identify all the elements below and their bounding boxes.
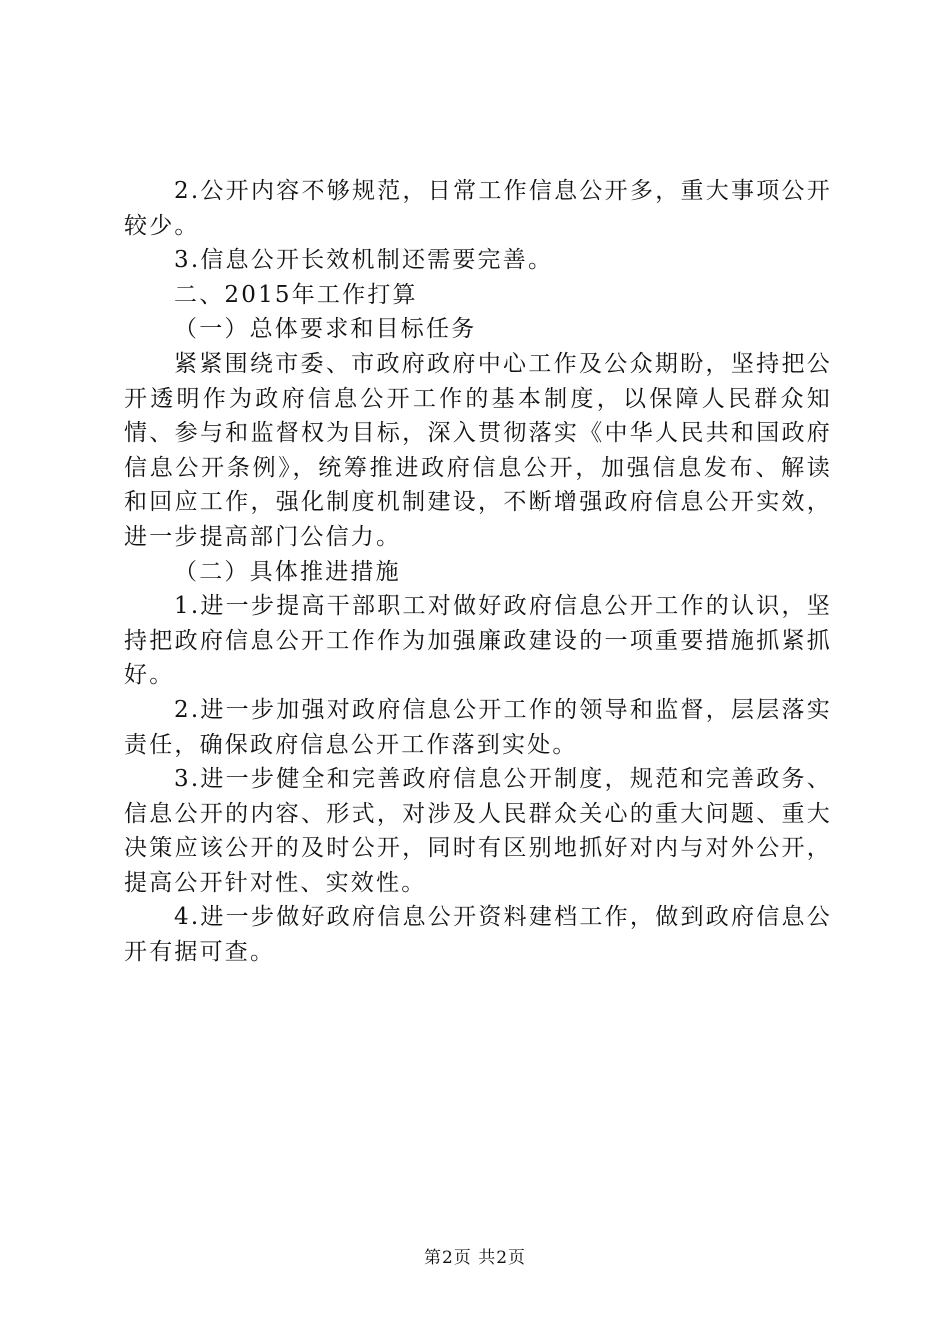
paragraph-measure-3: 3.进一步健全和完善政府信息公开制度，规范和完善政务、信息公开的内容、形式，对涉及人民群众关心的重大问题、重大决策应该公开的及时公开，同时有区别地抓好对内与对外公开，提高公开针对性、实效性。 xyxy=(124,766,832,896)
paragraph-issue-2: 2.公开内容不够规范，日常工作信息公开多，重大事项公开较少。 xyxy=(124,178,832,239)
paragraph-overall-goals: 紧紧围绕市委、市政府政府中心工作及公众期盼，坚持把公开透明作为政府信息公开工作的基本制度，以保障人民群众知情、参与和监督权为目标，深入贯彻落实《中华人民共和国政府信息公开条例》，统筹推进政府信息公开，加强信息发布、解读和回应工作，强化制度机制建设，不断增强政府信息公开实效，进一步提高部门公信力。 xyxy=(124,350,832,550)
paragraph-measure-1: 1.进一步提高干部职工对做好政府信息公开工作的认识，坚持把政府信息公开工作作为加强廉政建设的一项重要措施抓紧抓好。 xyxy=(124,593,832,689)
page-footer: 第2页 共2页 xyxy=(423,1248,527,1268)
paragraph-measure-4: 4.进一步做好政府信息公开资料建档工作，做到政府信息公开有据可查。 xyxy=(124,904,832,966)
paragraph-issue-3: 3.信息公开长效机制还需要完善。 xyxy=(174,247,554,274)
paragraph-measure-2: 2.进一步加强对政府信息公开工作的领导和监督，层层落实责任，确保政府信息公开工作落到实处。 xyxy=(124,696,832,758)
section-heading-2015-plan: 二、2015年工作打算 xyxy=(174,281,418,308)
document-body xyxy=(124,174,832,970)
subsection-heading-measures: （二）具体推进措施 xyxy=(174,558,401,585)
subsection-heading-overall-goals: （一）总体要求和目标任务 xyxy=(174,316,477,343)
